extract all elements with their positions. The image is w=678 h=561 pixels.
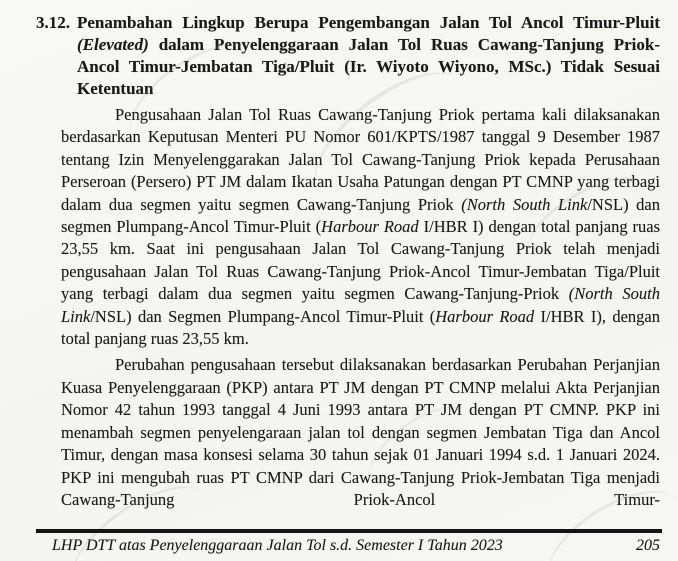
text-segment: Penambahan Lingkup Berupa Pengembangan Jalan Tol Ancol Timur-Pluit [77, 13, 660, 32]
footer-row [36, 533, 662, 561]
text-segment: /NSL) dan segmen Plumpang-Ancol Timur-Pluit ( [61, 194, 660, 237]
footer-report-title: LHP DTT atas Penyelenggaraan Jalan Tol s.d. Semester I Tahun 2023 [52, 537, 503, 554]
document-body [61, 104, 660, 511]
text-segment: /NSL) dan Segmen Plumpang-Ancol Timur-Pluit ( [90, 306, 436, 326]
text-segment: dalam Penyelenggaraan Jalan Tol Ruas Cawang-Tanjung Priok-Ancol Timur-Jembatan Tiga/Pluit (Ir. Wiyoto Wiyono, MSc.) Tidak Sesuai Ketentuan [77, 35, 660, 98]
page-number: 205 [636, 537, 660, 554]
paragraph-pengusahaan [61, 104, 660, 350]
section-number: 3.12. [36, 13, 70, 32]
paragraph-perubahan [61, 354, 660, 511]
section-heading-3-12 [36, 12, 660, 100]
section-title [77, 12, 660, 100]
text-segment: I/HBR I) dengan total panjang ruas 23,55 km. Saat ini pengusahaan Jalan Tol Cawang-Tanjung Priok telah menjadi pengusahaan Jalan Tol Ruas Cawang-Tanjung Priok-Ancol Timur-Jembatan Tiga/Pluit yang terbagi dalam dua segmen yaitu segmen Cawang-Tanjung-Priok [61, 217, 660, 304]
text-segment: (North South Link [461, 194, 588, 214]
text-segment: Perubahan pengusahaan tersebut dilaksanakan berdasarkan Perubahan Perjanjian Kuasa Penyelenggaraan (PKP) antara PT JM dengan PT CMNP melalui Akta Perjanjian Nomor 42 tahun 1993 tanggal 4 Juni 1993 antara PT JM dengan PT CMNP. PKP ini menambah segmen penyelengaraan jalan tol dengan segmen Jembatan Tiga dan Ancol Timur, dengan masa konsesi selama 30 tahun sejak 01 Januari 1994 s.d. 1 Januari 2024. PKP ini mengubah ruas PT CMNP dari Cawang-Tanjung Priok-Jembatan Tiga menjadi Cawang-Tanjung Priok-Ancol Timur- [61, 355, 660, 509]
text-segment: (Elevated) [77, 35, 149, 54]
page-footer [36, 529, 662, 561]
text-segment: Pengusahaan Jalan Tol Ruas Cawang-Tanjung Priok pertama kali dilaksanakan berdasarkan Keputusan Menteri PU Nomor 601/KPTS/1987 tanggal 9 Desember 1987 tentang Izin Menyelenggarakan Jalan Tol Cawang-Tanjung Priok kepada Perusahaan Perseroan (Persero) PT JM dalam Ikatan Usaha Patungan dengan PT CMNP yang terbagi dalam dua segmen yaitu segmen Cawang-Tanjung Priok [61, 105, 660, 214]
text-segment: Harbour Road [321, 217, 419, 237]
text-segment: I/HBR I), dengan total panjang ruas 23,55 km. [61, 306, 660, 349]
text-segment: (North South Link [61, 284, 660, 326]
text-segment: Harbour Road [435, 306, 535, 326]
